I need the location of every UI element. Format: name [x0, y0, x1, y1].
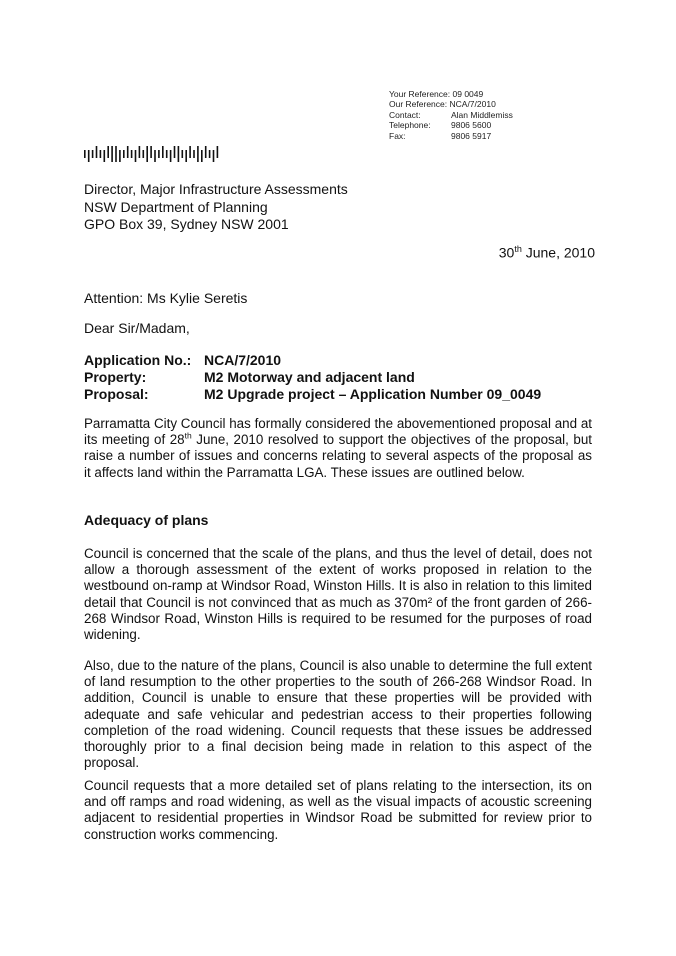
barcode-bar	[92, 150, 94, 158]
body-paragraph: Council requests that a more detailed set of plans relating to the intersection, its on and off ramps and road widening, as well as the visual impacts of acoustic screening adjacent to residential properties in Windsor Road be submitted for review prior to construction works commencing.	[84, 778, 592, 842]
barcode-bar	[88, 150, 90, 162]
barcode-bar	[197, 146, 199, 162]
body-paragraph: Council is concerned that the scale of the plans, and thus the level of detail, does not allow a thorough assessment of the extent of works proposed in relation to the westbound on-ramp at Windsor Road, Winston Hills. It is also in relation to this limited detail that Council is not convinced that as much as 370m² of the front garden of 266-268 Windsor Road, Winston Hills is required to be resumed for the purposes of road widening.	[84, 546, 592, 643]
barcode-bar	[178, 146, 180, 162]
salutation: Dear Sir/Madam,	[84, 320, 190, 336]
barcode-bar	[107, 146, 109, 158]
barcode-bar	[115, 146, 117, 162]
barcode-bar	[150, 146, 152, 158]
address-line-3: GPO Box 39, Sydney NSW 2001	[84, 216, 289, 232]
barcode-bar	[205, 146, 207, 158]
barcode-bar	[170, 150, 172, 162]
barcode-bar	[166, 150, 168, 158]
postal-barcode	[84, 146, 224, 162]
barcode-bar	[100, 150, 102, 158]
address-line-2: NSW Department of Planning	[84, 198, 268, 215]
barcode-bar	[96, 146, 98, 158]
barcode-bar	[158, 150, 160, 158]
body-paragraph: Also, due to the nature of the plans, Council is also unable to determine the full extent of land resumption to the other properties to the south of 266-268 Windsor Road. In addition, Council is unable to ensure that these properties will be provided with adequate and safe vehicular and pedestrian access to their properties following completion of the road widening. Council requests that these issues be addressed thoroughly prior to a final decision being made in relation to this aspect of the proposal.	[84, 658, 592, 771]
barcode-bar	[209, 150, 211, 158]
barcode-bar	[123, 150, 125, 158]
barcode-bar	[139, 146, 141, 158]
reference-block	[389, 89, 513, 141]
barcode-bar	[111, 146, 113, 162]
address-line-1: Director, Major Infrastructure Assessments	[84, 181, 348, 197]
fax-row: Fax: 9806 5917	[389, 130, 492, 141]
contact-row: Contact: Alan Middlemiss	[389, 109, 513, 120]
application-number-row: Application No.: NCA/7/2010	[84, 352, 282, 368]
barcode-bar	[182, 150, 184, 158]
proposal-row: Proposal: M2 Upgrade project – Application Number 09_0049	[84, 386, 542, 402]
recipient-address	[84, 181, 348, 234]
barcode-bar	[135, 150, 137, 162]
your-reference-row: Your Reference: 09 0049	[389, 89, 484, 99]
barcode-bar	[143, 150, 145, 158]
barcode-bar	[127, 146, 129, 158]
barcode-bar	[174, 146, 176, 158]
barcode-bar	[146, 146, 148, 162]
barcode-bar	[201, 150, 203, 162]
intro-paragraph: Parramatta City Council has formally considered the abovementioned proposal and at its meeting of 28th June, 2010 resolved to support the objectives of the proposal, but raise a number of issues and concerns relating to several aspects of the proposal as it affects land within the Parramatta LGA. These issues are outlined below.	[84, 416, 592, 480]
barcode-bar	[193, 150, 195, 158]
telephone-row: Telephone: 9806 5600	[389, 120, 492, 131]
letter-date: 30th June, 2010	[498, 244, 595, 261]
barcode-bar	[213, 150, 215, 162]
barcode-bar	[119, 150, 121, 162]
section-heading: Adequacy of plans	[84, 512, 209, 528]
barcode-bar	[154, 150, 156, 162]
barcode-bar	[185, 150, 187, 162]
barcode-bar	[84, 150, 86, 158]
barcode-bar	[104, 150, 106, 162]
attention-line: Attention: Ms Kylie Seretis	[84, 290, 248, 306]
application-details	[84, 352, 541, 403]
barcode-bar	[162, 146, 164, 158]
property-row: Property: M2 Motorway and adjacent land	[84, 369, 415, 385]
barcode-bar	[189, 146, 191, 158]
our-reference-row: Our Reference: NCA/7/2010	[389, 99, 496, 110]
barcode-bar	[217, 146, 219, 158]
barcode-bar	[131, 150, 133, 158]
